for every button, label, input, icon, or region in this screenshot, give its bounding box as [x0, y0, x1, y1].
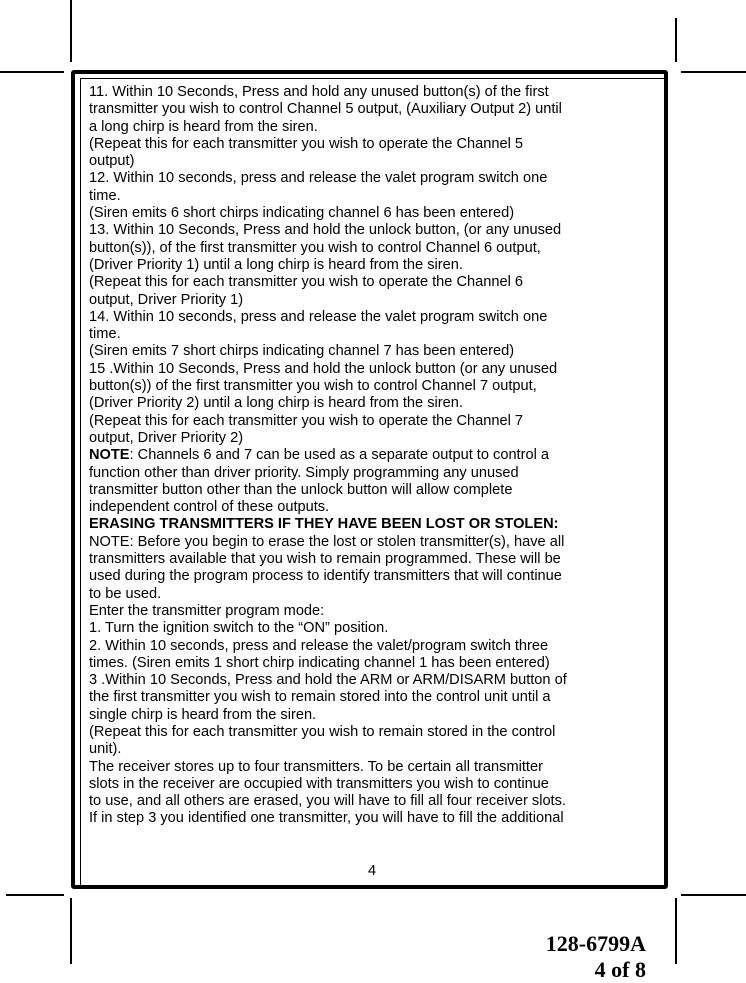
- body-line: (Siren emits 7 short chirps indicating channel 7 has been entered): [89, 343, 515, 360]
- body-line: output, Driver Priority 2): [89, 429, 244, 446]
- body-line: 15 .Within 10 Seconds, Press and hold the unlock button (or any unused: [89, 360, 558, 377]
- body-line: 14. Within 10 seconds, press and release the valet program switch one: [89, 308, 548, 325]
- crop-mark-bottom-left-horizontal: [6, 894, 64, 896]
- erasing-line: slots in the receiver are occupied with transmitters you wish to continue: [89, 775, 549, 792]
- note-line: function other than driver priority. Simply programming any unused: [89, 464, 519, 481]
- crop-mark-bottom-left-vertical: [70, 898, 72, 964]
- note-line: independent control of these outputs.: [89, 499, 330, 516]
- erasing-line: times. (Siren emits 1 short chirp indicating channel 1 has been entered): [89, 654, 550, 671]
- crop-mark-top-right-horizontal: [681, 71, 746, 73]
- erasing-line: Enter the transmitter program mode:: [89, 602, 325, 619]
- body-line: output, Driver Priority 1): [89, 291, 244, 308]
- body-line: (Repeat this for each transmitter you wish to operate the Channel 7: [89, 412, 523, 429]
- body-line: a long chirp is heard from the siren.: [89, 118, 318, 135]
- erasing-line: The receiver stores up to four transmitters. To be certain all transmitter: [89, 758, 543, 775]
- erasing-line: to use, and all others are erased, you will have to fill all four receiver slots.: [89, 793, 566, 810]
- body-line: (Repeat this for each transmitter you wish to operate the Channel 5: [89, 135, 523, 152]
- document-code: 128-6799A: [545, 931, 646, 956]
- crop-mark-bottom-right-vertical: [675, 898, 677, 964]
- note-text: : Channels 6 and 7 can be used as a separate output to control a: [129, 447, 550, 464]
- body-line: 11. Within 10 Seconds, Press and hold any unused button(s) of the first: [89, 84, 549, 100]
- erasing-line: 1. Turn the ignition switch to the “ON” position.: [89, 620, 389, 637]
- body-line: time.: [89, 187, 121, 204]
- erasing-line: (Repeat this for each transmitter you wish to remain stored in the control: [89, 723, 556, 740]
- erasing-line: the first transmitter you wish to remain stored into the control unit until a: [89, 689, 551, 706]
- crop-mark-top-right-vertical: [675, 18, 677, 62]
- erasing-line: If in step 3 you identified one transmitter, you will have to fill the additional: [89, 810, 564, 827]
- crop-mark-bottom-right-horizontal: [681, 894, 746, 896]
- body-line: 12. Within 10 seconds, press and release the valet program switch one: [89, 170, 548, 187]
- instructions-text: [89, 84, 661, 828]
- body-line: (Driver Priority 2) until a long chirp is heard from the siren.: [89, 395, 463, 412]
- erasing-line: 2. Within 10 seconds, press and release the valet/program switch three: [89, 637, 549, 654]
- body-line: 13. Within 10 Seconds, Press and hold the unlock button, (or any unused: [89, 222, 562, 239]
- crop-mark-top-left-horizontal: [0, 71, 64, 73]
- body-line: output): [89, 153, 135, 170]
- body-line: (Driver Priority 1) until a long chirp is heard from the siren.: [89, 256, 463, 273]
- erasing-line: used during the program process to identify transmitters that will continue: [89, 568, 562, 585]
- note-line: [89, 447, 661, 464]
- body-line: button(s)) of the first transmitter you wish to control Channel 7 output,: [89, 378, 537, 395]
- erasing-line: NOTE: Before you begin to erase the lost or stolen transmitter(s), have all: [89, 533, 565, 550]
- page-count: 4 of 8: [594, 957, 646, 982]
- crop-mark-top-left-vertical: [70, 0, 72, 62]
- note-label: NOTE: [89, 447, 130, 464]
- erasing-line: 3 .Within 10 Seconds, Press and hold the ARM or ARM/DISARM button of: [89, 672, 567, 689]
- erasing-line: single chirp is heard from the siren.: [89, 706, 317, 723]
- erasing-line: transmitters available that you wish to remain programmed. These will be: [89, 551, 561, 568]
- body-line: time.: [89, 326, 121, 343]
- erasing-line: to be used.: [89, 585, 162, 602]
- note-line: transmitter button other than the unlock button will allow complete: [89, 481, 513, 498]
- page-number: 4: [367, 863, 377, 879]
- body-line: (Repeat this for each transmitter you wish to operate the Channel 6: [89, 274, 523, 291]
- body-line: (Siren emits 6 short chirps indicating channel 6 has been entered): [89, 205, 515, 222]
- erasing-heading: ERASING TRANSMITTERS IF THEY HAVE BEEN LOST OR STOLEN:: [89, 516, 559, 533]
- body-line: transmitter you wish to control Channel 5 output, (Auxiliary Output 2) until: [89, 101, 562, 118]
- body-line: button(s)), of the first transmitter you wish to control Channel 6 output,: [89, 239, 541, 256]
- erasing-line: unit).: [89, 741, 122, 758]
